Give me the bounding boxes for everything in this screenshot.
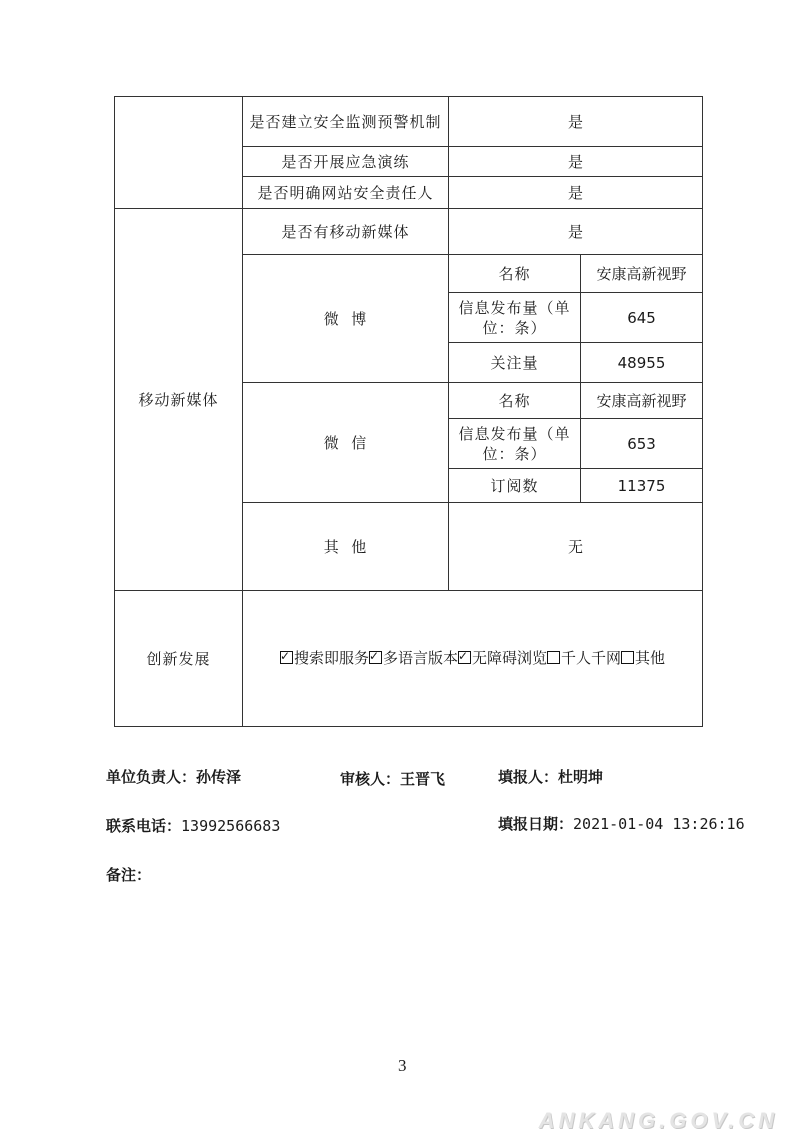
filler-label: 填报人：	[498, 768, 559, 786]
option-label: 千人千网	[561, 648, 622, 667]
field-value: 安康高新视野	[581, 255, 703, 293]
option-label: 搜索即服务	[293, 648, 369, 667]
option-search-service[interactable]	[280, 648, 369, 668]
field-label: 订阅数	[449, 469, 581, 503]
date-line	[498, 813, 745, 834]
wechat-label: 微 信	[243, 383, 449, 503]
row-value: 是	[449, 97, 703, 147]
row-value: 是	[449, 209, 703, 255]
option-label: 多语言版本	[382, 648, 458, 667]
option-multilingual[interactable]	[369, 648, 458, 668]
row-value: 是	[449, 147, 703, 177]
mobile-section-label: 移动新媒体	[115, 209, 243, 591]
unit-head-name: 孙传泽	[196, 768, 242, 786]
checkbox-checked-icon[interactable]	[369, 651, 382, 664]
option-label: 其他	[635, 648, 666, 667]
reviewer-line	[340, 768, 445, 789]
field-label: 信息发布量（单位：条）	[449, 419, 581, 469]
weibo-label: 微 博	[243, 255, 449, 383]
report-table	[114, 96, 703, 727]
phone-label: 联系电话：	[106, 817, 182, 835]
row-value: 是	[449, 177, 703, 209]
option-personalized[interactable]	[547, 648, 621, 668]
field-label: 名称	[449, 383, 581, 419]
date-value: 2021-01-04 13:26:16	[573, 815, 745, 833]
security-section-cell	[115, 97, 243, 209]
option-accessibility[interactable]	[458, 648, 547, 668]
reviewer-label: 审核人：	[340, 770, 401, 788]
field-value: 645	[581, 293, 703, 343]
reviewer-name: 王晋飞	[400, 770, 446, 788]
page-number: 3	[398, 1056, 407, 1075]
filler-name: 杜明坤	[558, 768, 604, 786]
innovation-label: 创新发展	[115, 591, 243, 727]
field-value: 11375	[581, 469, 703, 503]
table-row	[115, 97, 703, 147]
innovation-options	[280, 648, 665, 668]
phone-line	[106, 815, 280, 836]
field-value: 48955	[581, 343, 703, 383]
phone-value: 13992566683	[181, 817, 281, 835]
row-label: 是否建立安全监测预警机制	[243, 97, 449, 147]
row-label: 是否有移动新媒体	[243, 209, 449, 255]
filler-line	[498, 766, 603, 787]
checkbox-checked-icon[interactable]	[280, 651, 293, 664]
checkbox-checked-icon[interactable]	[458, 651, 471, 664]
date-label: 填报日期：	[498, 815, 574, 833]
unit-head-line	[106, 766, 241, 787]
remark-label: 备注：	[106, 866, 152, 884]
row-label: 是否开展应急演练	[243, 147, 449, 177]
field-label: 名称	[449, 255, 581, 293]
field-value: 653	[581, 419, 703, 469]
checkbox-empty-icon[interactable]	[547, 651, 560, 664]
innovation-options-cell	[243, 591, 703, 727]
option-other[interactable]	[621, 648, 665, 668]
other-label: 其 他	[243, 503, 449, 591]
site-watermark: ANKANG.GOV.CN	[538, 1108, 778, 1133]
checkbox-empty-icon[interactable]	[621, 651, 634, 664]
table-row	[115, 209, 703, 255]
table-row	[115, 591, 703, 727]
field-label: 信息发布量（单位：条）	[449, 293, 581, 343]
field-label: 关注量	[449, 343, 581, 383]
option-label: 无障碍浏览	[472, 648, 548, 667]
row-label: 是否明确网站安全责任人	[243, 177, 449, 209]
unit-head-label: 单位负责人：	[106, 768, 197, 786]
field-value: 安康高新视野	[581, 383, 703, 419]
other-value: 无	[449, 503, 703, 591]
